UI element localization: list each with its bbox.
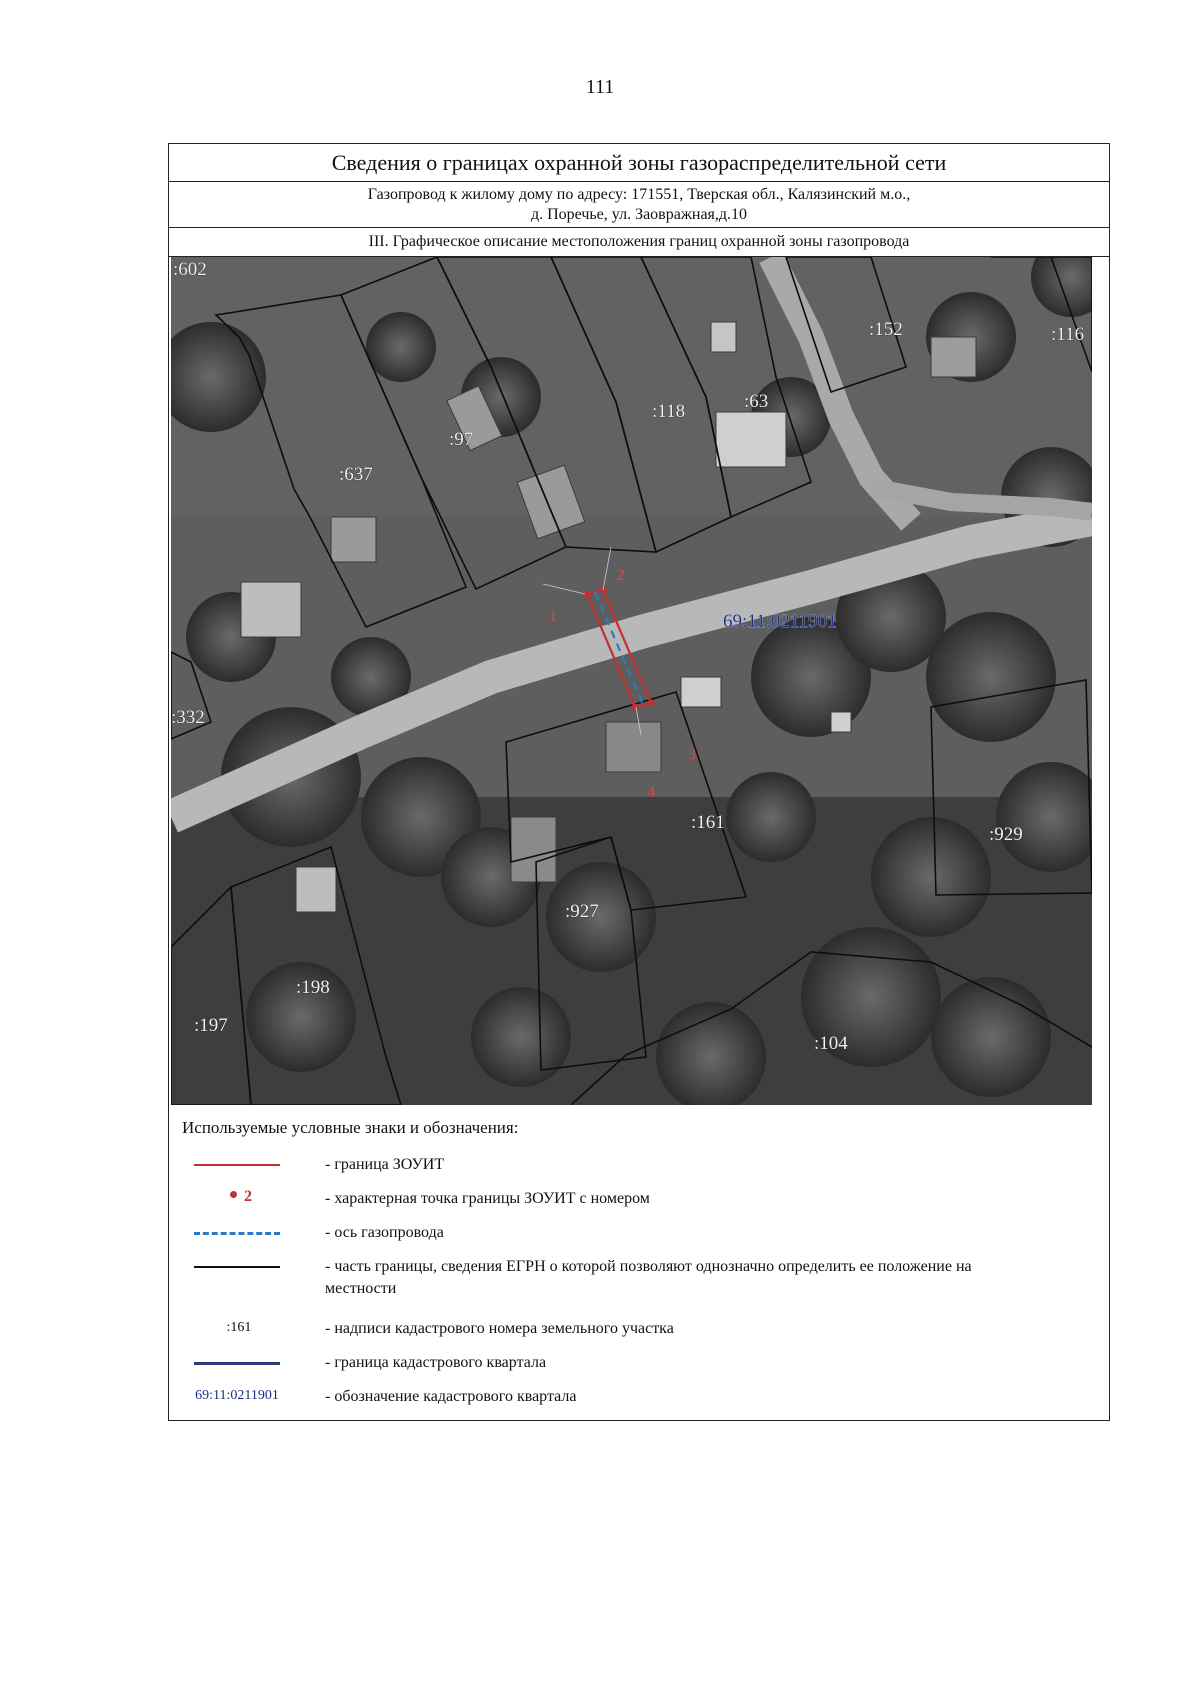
- red-line-symbol: [194, 1164, 280, 1166]
- legend-title: Используемые условные знаки и обозначения:: [182, 1118, 519, 1137]
- quarter-label-symbol: 69:11:0211901: [195, 1388, 279, 1403]
- red-point-symbol: [230, 1191, 237, 1198]
- blue-dashed-line-symbol: [194, 1232, 280, 1235]
- subtitle-line-1: Газопровод к жилому дому по адресу: 171551, Тверская обл., Калязинский м.о.,: [367, 186, 911, 203]
- subtitle-line-2: д. Поречье, ул. Заовражная,д.10: [530, 206, 748, 223]
- parcel-label-161: :161: [691, 812, 725, 833]
- section-title: III. Графическое описание местоположения границ охранной зоны газопровода: [168, 227, 1110, 257]
- parcel-label-116: :116: [1051, 324, 1085, 345]
- document-title: Сведения о границах охранной зоны газораспределительной сети: [168, 143, 1110, 182]
- parcel-label-927: :927: [565, 901, 599, 922]
- zouit-point-3: [648, 700, 655, 707]
- point-label-2: 2: [617, 567, 625, 584]
- cadastral-quarter-label: 69:11:0211901: [723, 611, 837, 632]
- parcel-label-602: :602: [173, 259, 207, 280]
- parcel-label-197: :197: [194, 1015, 228, 1036]
- parcel-label-929: :929: [989, 824, 1023, 845]
- point-label-4: 4: [647, 784, 655, 801]
- parcel-label-104: :104: [814, 1033, 848, 1054]
- parcel-label-152: :152: [869, 319, 903, 340]
- point-label-1: 1: [549, 608, 557, 625]
- map-canvas: [171, 257, 1092, 1105]
- parcel-label-637: :637: [339, 464, 373, 485]
- legend: Используемые условные знаки и обозначения: - граница ЗОУИТ 2 - характерная точка границы ЗОУИТ с номером - ось газопровода - часть границы, сведения ЕГРН о которой позволяют однозначно определить ее положение на местности :161 - надписи кадастрового номера земельного участка - граница кадастрового квартала 69:11:0211901 - обозначение кадастрового квартала: [182, 1118, 1082, 1144]
- page-number: 111: [585, 76, 615, 98]
- parcel-label-332: :332: [171, 707, 205, 728]
- parcel-label-118: :118: [652, 401, 686, 422]
- parcel-label-63: :63: [744, 391, 769, 412]
- parcel-label-97: :97: [449, 429, 474, 450]
- point-label-3: 3: [688, 746, 696, 763]
- parcel-label-198: :198: [296, 977, 330, 998]
- aerial-map[interactable]: [171, 257, 1092, 1105]
- parcel-number-symbol: :161: [226, 1320, 252, 1335]
- navy-line-symbol: [194, 1362, 280, 1365]
- document-subtitle: [168, 181, 1110, 228]
- black-line-symbol: [194, 1266, 280, 1268]
- zouit-point-4: [632, 704, 639, 711]
